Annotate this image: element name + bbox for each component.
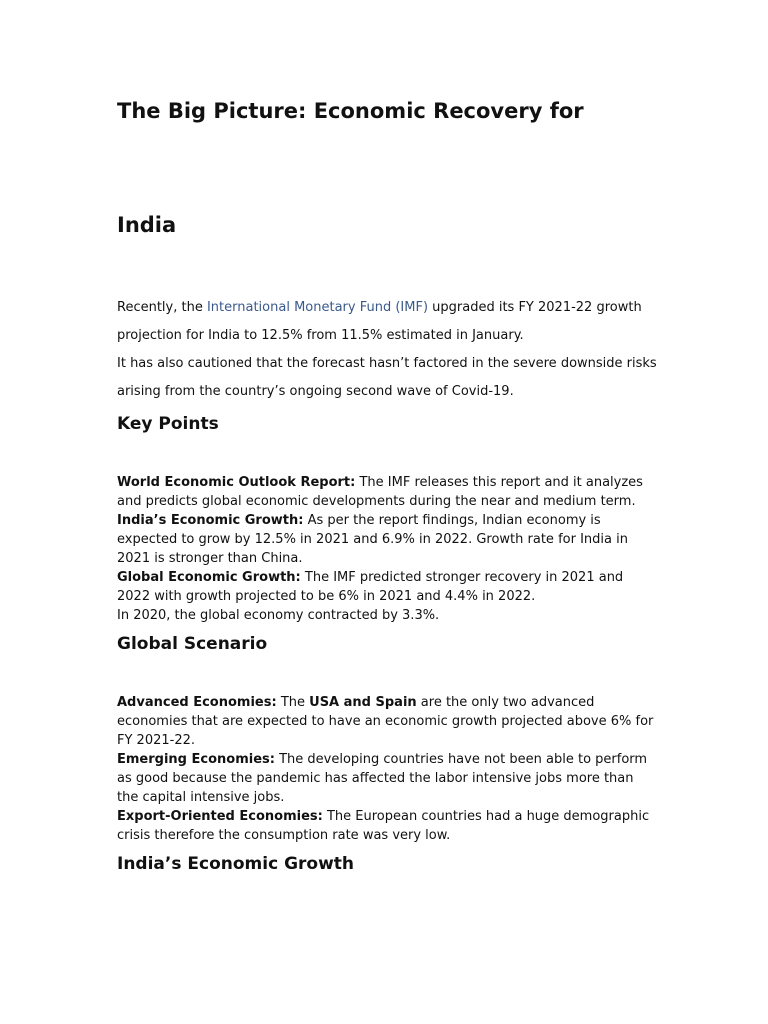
intro-p1-text-after: upgraded its FY 2021-22 growth projection for India to 12.5% from 11.5% estimated in January. [117,300,642,343]
global-scenario-heading: Global Scenario [117,634,268,654]
key-point-item [117,511,657,568]
key-points-heading: Key Points [117,414,219,434]
key-point-term: World Economic Outlook Report: [117,475,356,490]
scenario-strong-text: USA and Spain [309,695,417,710]
scenario-item-emerging [117,750,657,807]
scenario-text: The European countries had a huge demographic crisis therefore the consumption rate was very low. [117,809,650,843]
key-point-item [117,568,657,606]
intro-section [117,294,657,406]
imf-link[interactable]: International Monetary Fund (IMF) [206,300,429,315]
india-growth-heading: India’s Economic Growth [117,854,355,874]
scenario-item-advanced [117,693,657,750]
intro-paragraph-2: It has also cautioned that the forecast hasn’t factored in the severe downside risks arising from the country’s ongoing second wave of Covid-19. [117,356,657,399]
key-points-section [117,473,657,625]
scenario-term: Export-Oriented Economies: [117,809,323,824]
key-point-term: Global Economic Growth: [117,570,301,585]
scenario-text: The [276,695,310,710]
page-title-line-2: India [117,213,177,237]
key-point-note: In 2020, the global economy contracted by 3.3%. [117,608,440,623]
global-scenario-section [117,693,657,845]
key-point-item [117,473,657,511]
scenario-text: are the only two advanced economies that are expected to have an economic growth projected above 6% for FY 2021-22. [117,695,654,748]
scenario-term: Emerging Economies: [117,752,275,767]
key-point-text: The IMF releases this report and it analyzes and predicts global economic developments during the near and medium term. [117,475,643,509]
intro-paragraph-1 [117,294,657,350]
scenario-term: Advanced Economies: [117,695,277,710]
page-title-line-1: The Big Picture: Economic Recovery for [117,99,584,123]
scenario-text: The developing countries have not been able to perform as good because the pandemic has affected the labor intensive jobs more than the capital intensive jobs. [117,752,648,805]
key-point-text: The IMF predicted stronger recovery in 2021 and 2022 with growth projected to be 6% in 2021 and 4.4% in 2022. [117,570,624,604]
intro-p1-text-before: Recently, the [117,300,207,315]
key-point-term: India’s Economic Growth: [117,513,304,528]
key-point-text: As per the report findings, Indian economy is expected to grow by 12.5% in 2021 and 6.9% in 2022. Growth rate for India in 2021 is stronger than China. [117,513,628,566]
scenario-item-export [117,807,657,845]
